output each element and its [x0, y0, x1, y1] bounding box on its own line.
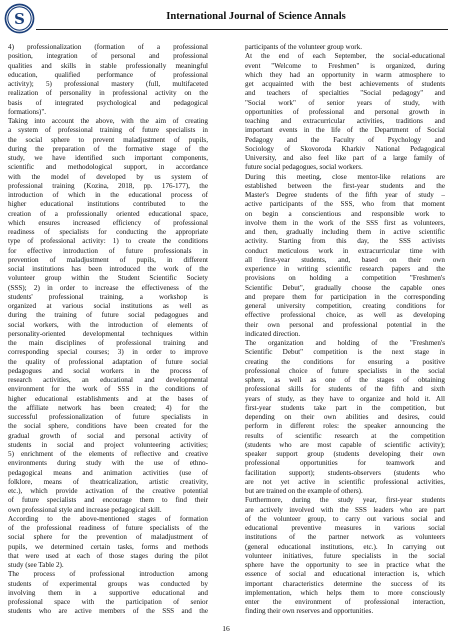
text-line: research activities, an educational and developmental	[8, 376, 208, 384]
text-line: students of experimental groups was conducted by	[8, 579, 208, 588]
text-line: a system of professional training of future specialists in	[8, 126, 208, 135]
text-line: (SSS); 2) in order to increase the effectiveness of the	[8, 283, 208, 292]
text-line: students in social and project volunteering activities;	[8, 440, 208, 449]
text-line: Furthermore, during the study year, first-year students	[245, 496, 445, 505]
text-line: are actively involved with the SSS leaders who are part	[245, 505, 445, 514]
text-line: speaker support group (students developing their own	[245, 450, 445, 458]
text-line: for effective introduction of future professionals in	[8, 246, 208, 255]
text-line: conduct meticulous work in extracurricular time with	[245, 246, 445, 255]
text-line: of future specialists and encourage them to find their	[8, 496, 208, 505]
text-line: etc.), which provide activation of the creative potential	[8, 487, 208, 495]
text-line: essence of social and educational interaction is, which	[245, 570, 445, 579]
text-line: important characteristics determine the success of its	[245, 579, 445, 588]
journal-logo-icon	[4, 3, 35, 34]
text-line: pedagogical means and animation activities (use of	[8, 468, 208, 477]
text-line: folklore, means of theatricalization, artistic creativity,	[8, 477, 208, 486]
text-line: professional training (Kozina, 2018, pp. 176-177), the	[8, 181, 208, 190]
text-line: perform in different roles: the speaker announcing the	[245, 422, 445, 431]
text-line: professional choice of future specialists in the social	[245, 366, 445, 375]
text-line: organized at various social institutions as well as	[8, 302, 208, 310]
text-line: enter the environment of professional interaction,	[245, 598, 445, 606]
text-line: are not yet active in scientific professional activities,	[245, 477, 445, 486]
text-line: Sociology of Skovoroda Kharkiv National Pedagogical	[245, 144, 445, 153]
text-line: active participants of the SSS, who from that moment	[245, 200, 445, 209]
text-line: the social sphere to prevent maladjustment of pupils,	[8, 135, 208, 144]
text-line: first-year students take part in the competition, but	[245, 403, 445, 412]
text-line: established between the first-year students and the	[245, 181, 445, 190]
header-rule	[36, 29, 448, 30]
text-line: corresponding special courses; 3) in order to improve	[8, 348, 208, 357]
text-line: event "Welcome to Freshmen" is organized, during	[245, 61, 445, 70]
text-line: years of study, as they have to organize and hold it. All	[245, 394, 445, 403]
right-text-column	[245, 43, 445, 617]
text-line: social sphere for the prevention of maladjustment of	[8, 533, 208, 542]
text-line: Master's Degree students of the fifth year of study –	[245, 191, 445, 199]
text-line: The process of professional introduction among	[8, 570, 208, 579]
text-line: students' professional training, a workshop is	[8, 292, 208, 301]
page-header	[0, 0, 452, 34]
journal-title: International Journal of Science Annals	[166, 11, 346, 22]
text-line: all first-year students, and, based on their own	[245, 255, 445, 264]
text-line: position, integration of personal and professional	[8, 52, 208, 61]
text-line: creation of a professionally oriented educational space,	[8, 209, 208, 218]
text-line: the main disciplines of professional training and	[8, 339, 208, 347]
text-line: but are trained on the example of others).	[245, 487, 363, 495]
text-line: pupils, we determined certain tasks, forms and methods	[8, 542, 208, 551]
text-line: involving them in a supportive educational and	[8, 588, 208, 597]
text-line: realization of personality in professional activity on the	[8, 89, 208, 98]
text-line: educational preventive measures in various social	[245, 524, 445, 532]
text-line: sphere, as well as one of the stages of obtaining	[245, 376, 445, 384]
text-line: implementation, which helps them to more consciously	[245, 588, 445, 597]
text-line: creating the conditions for ensuring a positive	[245, 357, 445, 366]
text-line: get acquainted with the best achievements of students	[245, 80, 445, 88]
text-line: environments during study with the use of ethno-	[8, 459, 208, 468]
text-line: on begin a conscientious and responsible work to	[245, 209, 445, 218]
text-line: finding their own reserves and opportunities.	[245, 607, 374, 616]
text-line: depending on their own abilities and desires, could	[245, 413, 445, 421]
text-line: professional space with the participation of senior	[8, 598, 208, 606]
text-line: qualities and skills in stable professionally meaningful	[8, 61, 208, 70]
text-line: indicated direction.	[245, 329, 301, 338]
text-line: of the volunteer group, to carry out various social and	[245, 514, 445, 523]
text-line: and prepare them for participation in the corresponding	[245, 292, 445, 301]
text-line: involve them in the work of the SSS first as volunteers,	[245, 218, 445, 227]
text-line: study (see Table 2).	[8, 561, 64, 569]
left-text-column	[8, 43, 208, 617]
text-line: the affiliate network has been created; 4) for the	[8, 403, 208, 412]
text-line: and teachers of specialties "Social pedagogy" and	[245, 89, 445, 98]
text-line: readiness of specialists for conducting the appropriate	[8, 228, 208, 236]
text-line: future social pedagogues, social workers.	[245, 163, 363, 172]
text-line: pedagogues and social workers in the process of	[8, 366, 208, 375]
text-line: basis of integrated psychological and pedagogical	[8, 98, 208, 107]
text-line: students who are active members of the SSS and the	[8, 607, 208, 616]
text-line: during the preparation of the formative stage of the	[8, 144, 208, 153]
text-line: important events in the life of the Department of Social	[245, 126, 445, 135]
text-line: prevention of maladjustment of pupils, in different	[8, 255, 208, 264]
text-line: Scientific Debut" competition is the next stage in	[245, 348, 445, 357]
text-line: general university competition, creating conditions for	[245, 302, 445, 310]
text-line: 5) enrichment of the elements of reflective and creative	[8, 450, 208, 458]
text-line: At the end of each September, the social-educational	[245, 52, 445, 61]
text-line: own professional style and increase pedagogical skill.	[8, 505, 162, 514]
text-line: volunteer initiatives, future specialists in the social	[245, 551, 445, 560]
text-line: institutions of the partner network as volunteers	[245, 533, 445, 542]
text-line: higher educational establishments and at the bases of	[8, 394, 208, 403]
text-line: social workers, with the introduction of elements of	[8, 320, 208, 329]
text-line: which they had an opportunity in warm atmosphere to	[245, 70, 445, 79]
text-line: Taking into account the above, with the aim of creating	[8, 117, 208, 125]
text-line: provisions on holding a competition "Freshmen's	[245, 274, 445, 283]
text-line: scientific and methodological support, in accordance	[8, 163, 208, 172]
text-line: type of professional activity: 1) to create the conditions	[8, 237, 208, 246]
text-line: education, qualified performance of professional	[8, 70, 208, 79]
text-line: sphere have the opportunity to see in practice what the	[245, 561, 445, 569]
text-line: opportunities of professional and personal growth in	[245, 107, 445, 116]
text-line: teaching and extracurricular activities, traditions and	[245, 117, 445, 125]
text-line: during the training of future social pedagogues and	[8, 311, 208, 320]
text-line: participants of the volunteer group work.	[245, 43, 362, 51]
text-line: activity. Starting from this day, the SSS activists	[245, 237, 445, 246]
text-line: University, and also feel like part of a large family of	[245, 154, 445, 162]
text-line: 4) professionalization (formation of a professional	[8, 43, 208, 51]
text-line: successful professionalization of future specialists in	[8, 413, 208, 421]
text-line: During this meeting, close mentor-like relations are	[245, 172, 445, 181]
text-line: (students who are most capable of scientific activity);	[245, 440, 445, 449]
text-line: According to the above-mentioned stages of formation	[8, 514, 208, 523]
text-line: of the professional readiness of future specialists of the	[8, 524, 208, 532]
svg-text:S: S	[14, 9, 25, 28]
text-line: facilitation support); students-observers (students who	[245, 468, 445, 477]
text-line: Scientific Debut", gradually choose the capable ones	[245, 283, 445, 292]
text-line: social institutions has been introduced the work of the	[8, 265, 208, 273]
text-line: volunteer group within the Student Scientific Society	[8, 274, 208, 283]
text-line: gradual growth of social and personal activity of	[8, 431, 208, 440]
text-line: which ensures increased efficiency of professional	[8, 218, 208, 227]
text-line: experience in writing scientific research papers and the	[245, 265, 445, 273]
text-line: activity); 5) professional mastery (full, multifaceted	[8, 80, 208, 88]
text-line: professional opportunities for teamwork and	[245, 459, 445, 468]
text-line: (general educational institutions, etc.). In carrying out	[245, 542, 445, 551]
text-line: professional skills for students of the fifth and sixth	[245, 385, 445, 394]
text-line: their own personal and professional potential in the	[245, 320, 445, 329]
text-line: higher educational institutions contributed to the	[8, 200, 208, 209]
text-line: personality-oriented developmental techniques within	[8, 329, 208, 338]
text-line: environment for the work of SSS in the conditions of	[8, 385, 208, 394]
text-line: the quality of professional adaptation of future social	[8, 357, 208, 366]
text-line: study, we have identified such important components,	[8, 154, 208, 162]
text-line: the social sphere, conditions have been created for the	[8, 422, 208, 431]
text-line: that were used at each of those stages during the pilot	[8, 551, 208, 560]
text-line: formations)".	[8, 107, 47, 116]
text-line: The organization and holding of the "Freshmen's	[245, 339, 445, 347]
text-line: "Social work" of senior years of study, with	[245, 98, 445, 107]
page-number: 16	[222, 624, 230, 633]
text-line: with the model of developed by us system of	[8, 172, 208, 181]
text-line: Pedagogy and the Faculty of Psychology and	[245, 135, 445, 144]
text-line: and then, gradually including them in active scientific	[245, 228, 445, 236]
text-line: effective professional choice, as well as developing	[245, 311, 445, 320]
text-line: introduction of which in the educational process of	[8, 191, 208, 199]
text-line: results of scientific research at the competition	[245, 431, 445, 440]
